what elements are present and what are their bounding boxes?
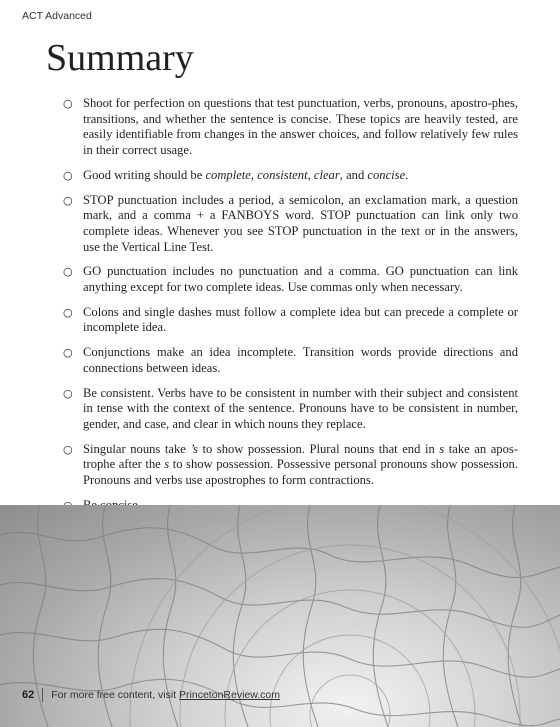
- text-run: to show possession. Plural nouns that end in: [197, 441, 440, 456]
- text-run: Good writing should be: [83, 167, 206, 182]
- bullet-marker: ○: [63, 442, 73, 456]
- list-item: [63, 96, 518, 159]
- list-item: [63, 168, 518, 184]
- text-run: take an apos-trophe after the: [83, 441, 518, 472]
- text-run: to show possession. Possessive personal pronouns show possession. Pronouns and verbs use apostrophes to form contractions.: [83, 457, 518, 488]
- footer-divider: [42, 688, 43, 702]
- text-run: , and: [339, 167, 368, 182]
- footer-lead: For more free content, visit: [51, 689, 180, 701]
- list-item-text: Be consistent. Verbs have to be consistent in number with their subject and consistent in tense with the context of the sentence. Pronouns have to be consistent in number, gender, and case, and clear in which nouns they replace.: [83, 385, 518, 431]
- text-run: ,: [307, 167, 314, 182]
- emphasis-s: s: [439, 441, 445, 456]
- list-item: [63, 345, 518, 376]
- bullet-marker: ○: [63, 168, 73, 182]
- summary-list: [63, 96, 518, 522]
- list-item: [63, 442, 518, 489]
- bullet-marker: ○: [63, 193, 73, 207]
- bullet-marker: ○: [63, 305, 73, 319]
- list-item-text: Shoot for perfection on questions that test punctuation, verbs, pronouns, apostro-phes, transitions, and whether the sentence is concise. These topics are heavily tested, are easily identifiable from changes in the answer choices, and follow relatively few rules in their correct usage.: [83, 96, 518, 158]
- list-item-text: [83, 442, 518, 487]
- page-number: 62: [22, 689, 35, 701]
- text-run: .: [405, 167, 409, 182]
- bullet-marker: ○: [63, 97, 73, 110]
- emphasis-clear: clear: [313, 167, 340, 182]
- bullet-marker: ○: [63, 346, 73, 360]
- bullet-marker: ○: [63, 265, 73, 279]
- emphasis-consistent: consistent: [257, 167, 308, 182]
- page-footer: [22, 688, 280, 702]
- emphasis-concise: concise: [367, 167, 406, 182]
- text-run: Singular nouns take: [83, 441, 191, 456]
- list-item: [63, 305, 518, 336]
- bullet-marker: ○: [63, 386, 73, 400]
- emphasis-complete: complete: [205, 167, 251, 182]
- running-head: ACT Advanced: [22, 10, 92, 22]
- list-item-text: Conjunctions make an idea incomplete. Transition words provide directions and connections between ideas.: [83, 345, 518, 375]
- text-run: ,: [250, 167, 258, 182]
- emphasis-apostrophe-s: ’s: [190, 441, 198, 456]
- emphasis-s: s: [164, 457, 170, 472]
- list-item-text: [83, 168, 408, 182]
- footer-text: [51, 689, 280, 701]
- list-item-text: Colons and single dashes must follow a complete idea but can precede a complete or incomplete idea.: [83, 304, 518, 335]
- footer-link[interactable]: PrincetonReview.com: [179, 689, 281, 701]
- list-item: [63, 193, 518, 256]
- list-item-text: GO punctuation includes no punctuation and a comma. GO punctuation can link anything except for two complete ideas. Use commas only when necessary.: [83, 264, 518, 295]
- list-item: [63, 386, 518, 433]
- list-item-text: STOP punctuation includes a period, a semicolon, an exclamation mark, a question mark, and a comma + a FANBOYS word. STOP punctuation can link only two complete ideas. Whenever you see STOP punctuation in the text or in the answers, use the Vertical Line Test.: [83, 192, 518, 254]
- page-title: Summary: [46, 37, 194, 79]
- list-item: [63, 264, 518, 295]
